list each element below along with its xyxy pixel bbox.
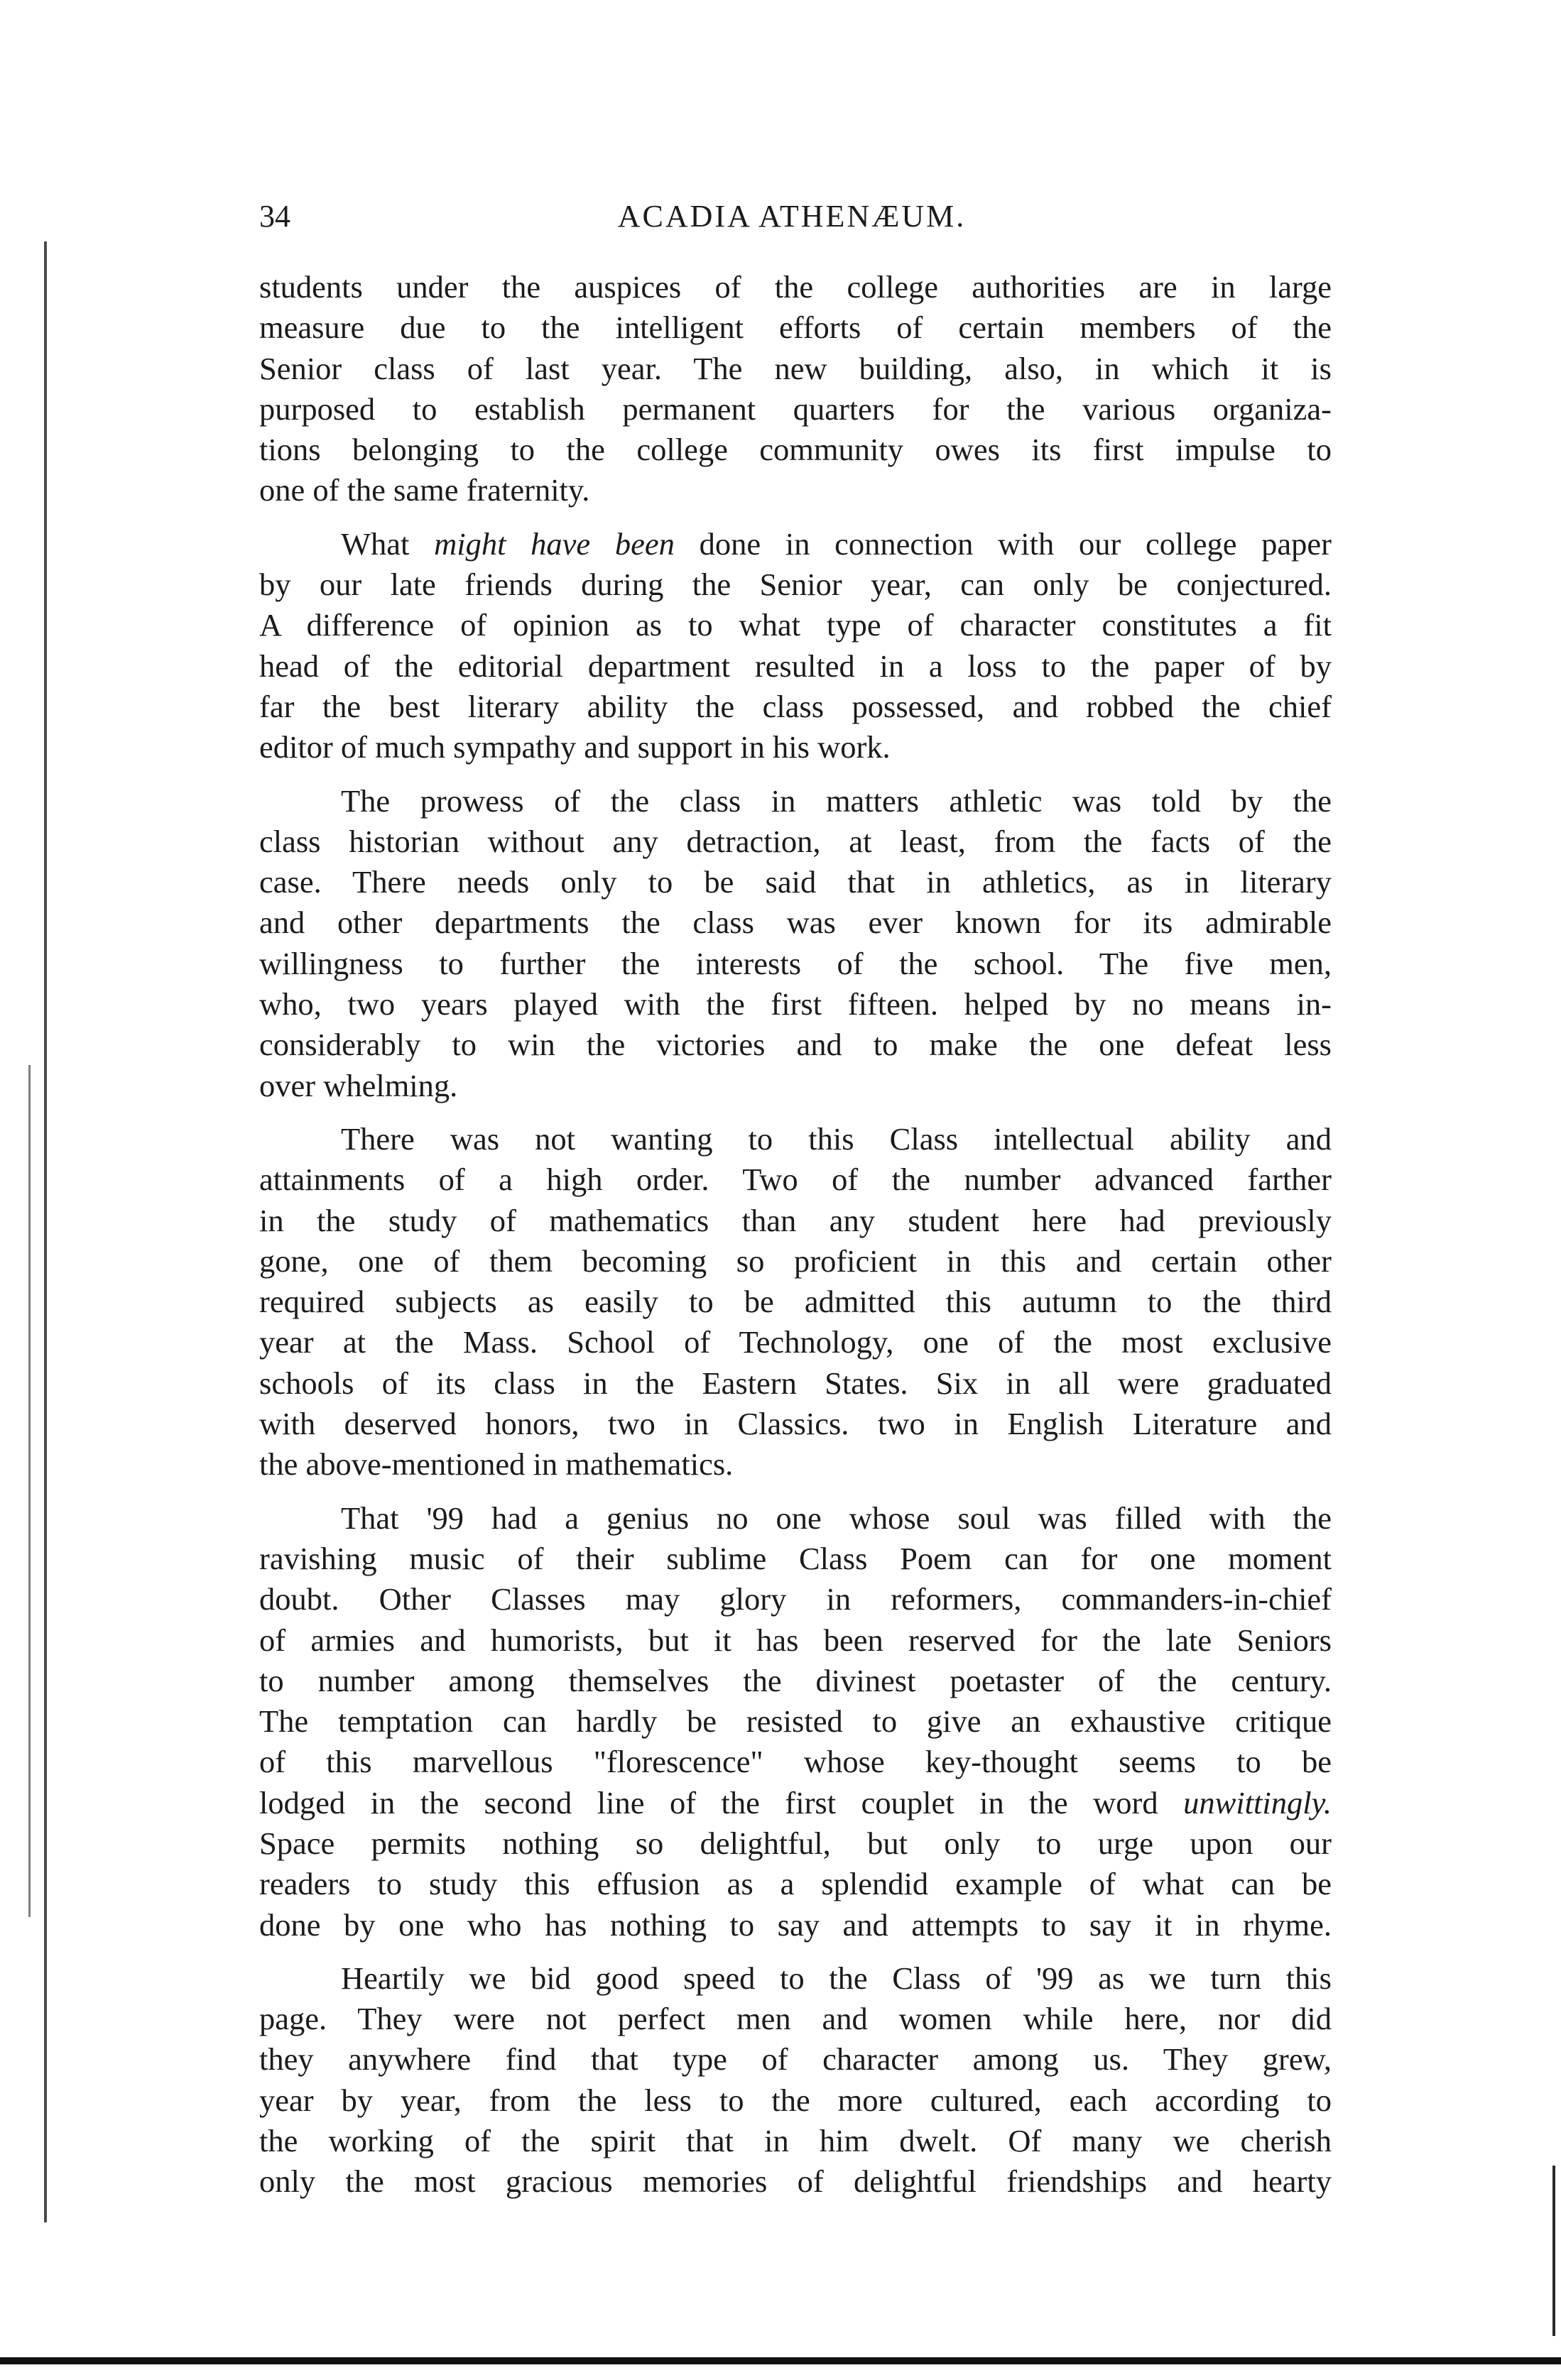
- text-line: editor of much sympathy and support in his work.: [259, 729, 891, 765]
- bottom-page-edge: [0, 2357, 1561, 2364]
- text-line: The temptation can hardly be resisted to give an exhaustive critique: [259, 1703, 1332, 1740]
- text-line: Heartily we bid good speed to the Class of '99 as we turn this: [341, 1960, 1332, 1996]
- text-line: attainments of a high order. Two of the number advanced farther: [259, 1162, 1332, 1198]
- text-line: one of the same fraternity.: [259, 472, 590, 508]
- text-line: doubt. Other Classes may glory in reformers, commanders-in-chief: [259, 1581, 1332, 1617]
- left-binding-shadow: [28, 1065, 31, 1917]
- text-line: A difference of opinion as to what type of character constitutes a fit: [259, 607, 1332, 643]
- text-line: measure due to the intelligent efforts of certain members of the: [259, 310, 1332, 346]
- text-line: willingness to further the interests of the school. The five men,: [259, 945, 1332, 981]
- text-line: Senior class of last year. The new building, also, in which it is: [259, 350, 1332, 386]
- paragraph: [259, 1119, 1332, 1485]
- paragraph: [259, 1498, 1332, 1945]
- text-line: of this marvellous "florescence" whose key-thought seems to be: [259, 1744, 1332, 1780]
- text-line: case. There needs only to be said that in athletics, as in literary: [259, 864, 1332, 900]
- text-line: readers to study this effusion as a splendid example of what can be: [259, 1866, 1332, 1902]
- text-line: [259, 1783, 1332, 1823]
- text-line: with deserved honors, two in Classics. two in English Literature and: [259, 1406, 1332, 1442]
- text-line: by our late friends during the Senior year, can only be conjectured.: [259, 567, 1332, 603]
- page-number: 34: [259, 199, 290, 234]
- text-line: who, two years played with the first fifteen. helped by no means in-: [259, 986, 1332, 1022]
- text-line: class historian without any detraction, at least, from the facts of the: [259, 823, 1332, 859]
- text-line: year by year, from the less to the more cultured, each according to: [259, 2082, 1332, 2118]
- text-line: head of the editorial department resulted in a loss to the paper of by: [259, 648, 1332, 684]
- text-line: only the most gracious memories of delightful friendships and hearty: [259, 2163, 1332, 2200]
- text-line: Space permits nothing so delightful, but only to urge upon our: [259, 1825, 1332, 1861]
- paragraph: [259, 524, 1332, 768]
- right-page-edge: [1552, 2166, 1555, 2336]
- text-run: done in connection with our college paper: [674, 525, 1332, 562]
- text-line: done by one who has nothing to say and attempts to say it in rhyme.: [259, 1906, 1332, 1943]
- text-line: The prowess of the class in matters athletic was told by the: [341, 782, 1332, 819]
- text-run: What: [341, 525, 435, 562]
- text-line: page. They were not perfect men and women while here, nor did: [259, 2001, 1332, 2037]
- text-line: year at the Mass. School of Technology, one of the most exclusive: [259, 1324, 1332, 1360]
- text-line: the working of the spirit that in him dwelt. Of many we cherish: [259, 2123, 1332, 2159]
- paragraph: [259, 781, 1332, 1106]
- text-line: far the best literary ability the class possessed, and robbed the chief: [259, 688, 1332, 724]
- text-line: to number among themselves the divinest poetaster of the century.: [259, 1662, 1332, 1698]
- text-line: schools of its class in the Eastern States. Six in all were graduated: [259, 1365, 1332, 1401]
- page-header: [259, 195, 1325, 238]
- text-line: considerably to win the victories and to make the one defeat less: [259, 1027, 1332, 1063]
- text-line: There was not wanting to this Class intellectual ability and: [341, 1120, 1332, 1157]
- text-line: [259, 524, 1332, 564]
- text-run: lodged in the second line of the first couplet in the word: [259, 1784, 1184, 1821]
- text-line: of armies and humorists, but it has been reserved for the late Seniors: [259, 1622, 1332, 1658]
- text-line: in the study of mathematics than any student here had previously: [259, 1202, 1332, 1238]
- text-line: required subjects as easily to be admitted this autumn to the third: [259, 1284, 1332, 1320]
- paragraph: [259, 1958, 1332, 2202]
- text-line: students under the auspices of the college authorities are in large: [259, 269, 1332, 305]
- text-line: purposed to establish permanent quarters for the various organiza-: [259, 391, 1332, 427]
- emphasis-text: unwittingly.: [1183, 1784, 1332, 1821]
- text-line: tions belonging to the college community owes its first impulse to: [259, 432, 1332, 468]
- body-text: [259, 267, 1332, 2202]
- text-line: they anywhere find that type of character among us. They grew,: [259, 2041, 1332, 2078]
- text-line: over whelming.: [259, 1067, 458, 1103]
- text-line: ravishing music of their sublime Class Poem can for one moment: [259, 1540, 1332, 1576]
- text-line: gone, one of them becoming so proficient in this and certain other: [259, 1243, 1332, 1279]
- running-title: ACADIA ATHENÆUM.: [617, 199, 967, 234]
- text-line: That '99 had a genius no one whose soul was filled with the: [341, 1500, 1332, 1536]
- text-line: the above-mentioned in mathematics.: [259, 1446, 734, 1483]
- left-binding-edge: [44, 241, 47, 2222]
- text-line: and other departments the class was ever known for its admirable: [259, 905, 1332, 941]
- paragraph: [259, 267, 1332, 511]
- emphasis-text: might have been: [434, 525, 675, 562]
